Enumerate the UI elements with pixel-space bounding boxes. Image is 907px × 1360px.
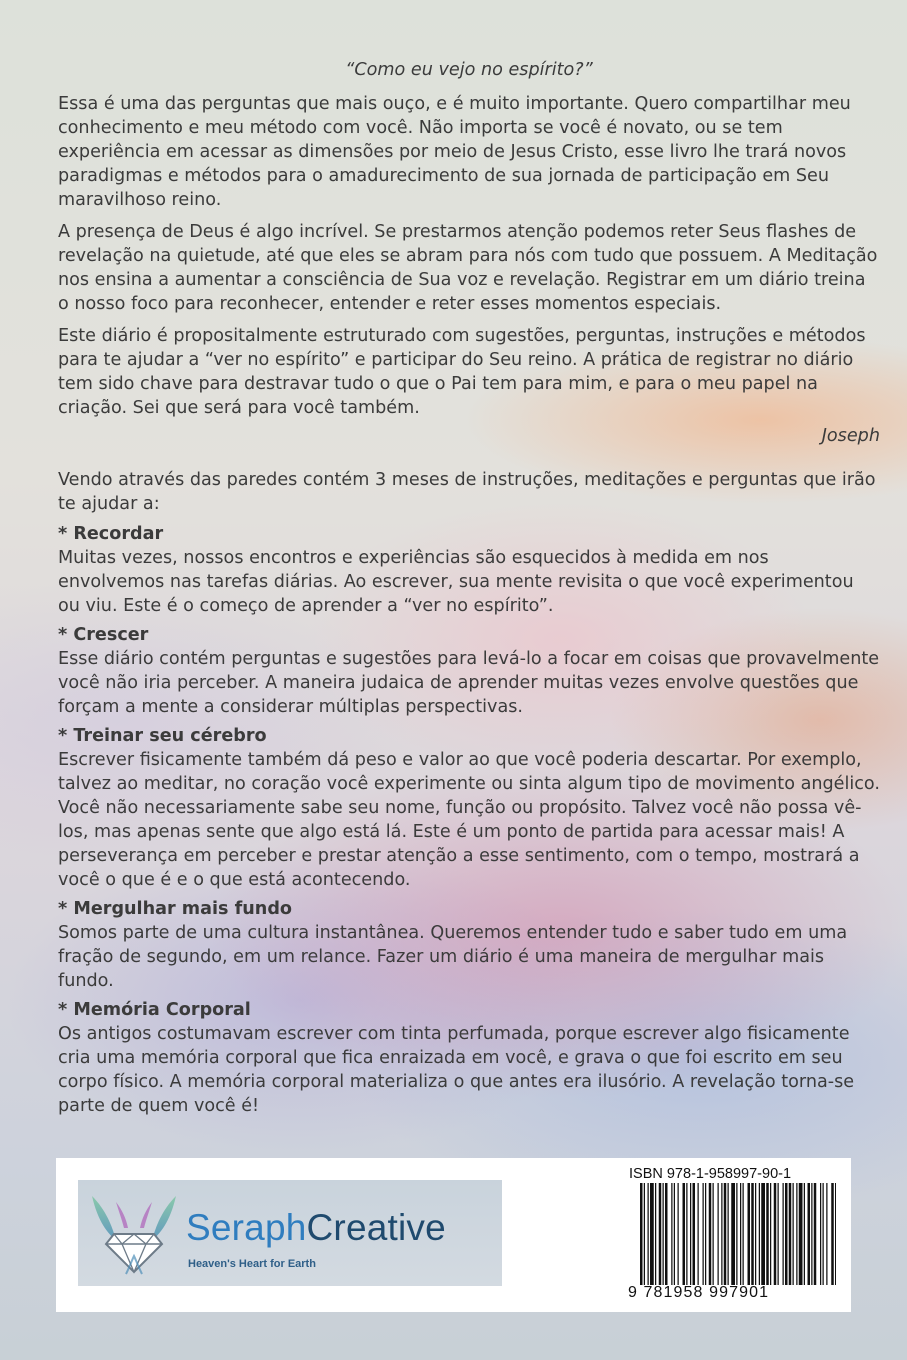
barcode-bar [831,1183,834,1285]
benefit-body: Esse diário contém perguntas e sugestões para levá-lo a focar em coisas que provavelmente você não iria perceber. A maneira judaica de aprender muitas vezes envolve questões que forçam a mente a considerar múltiplas perspectivas. [58,649,880,717]
benefit-section [58,897,880,993]
benefit-body: Somos parte de uma cultura instantânea. Queremos entender tudo e saber tudo em uma fração de segundo, em um relance. Fazer um diário é uma maneira de mergulhar mais fundo. [58,923,848,991]
barcode-bar [823,1183,824,1285]
intro-paragraph: A presença de Deus é algo incrível. Se prestarmos atenção podemos reter Seus flashes de revelação na quietude, até que eles se abram para nós com tudo que possuem. A Meditação nos ensina a aumentar a consciência de Sua voz e revelação. Registrar em um diário treina o nosso foco para reconhecer, entender e reter esses momentos especiais. [58,222,878,314]
barcode-bar [748,1183,751,1285]
benefit-section [58,522,880,618]
barcode-bar [721,1183,722,1285]
barcode-bar [686,1183,687,1285]
barcode-bar [663,1183,664,1285]
barcode-bar [650,1183,654,1285]
barcode-bar [785,1183,788,1285]
publisher-name-part1: Seraph [186,1207,307,1248]
publisher-name [186,1208,446,1248]
barcode-bar [804,1183,805,1285]
barcode-bar [659,1183,662,1285]
barcode-bar [789,1183,792,1285]
barcode-bar [793,1183,794,1285]
benefit-heading: * Mergulhar mais fundo [58,899,293,919]
benefit-body: Escrever fisicamente também dá peso e valor ao que você poderia descartar. Por exemplo, talvez ao meditar, no coração você experimente ou sinta algum tipo de movimento angélico. Você não necessariamente sabe seu nome, função ou propósito. Talvez você não possa vê-los, mas apenas sente que algo está lá. Este é um ponto de partida para acessar mais! A perseverança em perceber e prestar atenção a esse sentimento, com o tempo, mostrará a você o que é e o que está acontecendo. [58,750,880,890]
barcode-bar [644,1183,645,1285]
barcode-bar [698,1183,699,1285]
angel-diamond-logo-icon [86,1188,182,1280]
barcode-bar [751,1183,754,1285]
barcode-bar [718,1183,719,1285]
barcode-bar [671,1183,672,1285]
benefit-section [58,623,880,719]
barcode-bar [759,1183,760,1285]
barcode-bar [740,1183,741,1285]
barcode-digits: 9 781958 997901 [628,1284,770,1301]
author-signature: Joseph [821,426,880,446]
benefit-body: Muitas vezes, nossos encontros e experiências são esquecidos à medida em nos envolvemos nas tarefas diárias. Ao escrever, sua mente revisita o que você experimentou ou viu. Este é o começo de aprender a “ver no espírito”. [58,548,854,616]
barcode-bar [640,1183,643,1285]
barcode-bar [814,1183,817,1285]
publisher-tagline: Heaven's Heart for Earth [188,1258,316,1270]
barcode-bar [761,1183,765,1285]
barcode-bar [690,1183,691,1285]
barcode-bar [683,1183,686,1285]
barcode-bar [655,1183,656,1285]
barcode-bar [799,1183,803,1285]
intro-paragraph: Este diário é propositalmente estruturado com sugestões, perguntas, instruções e métodos para te ajudar a “ver no espírito” e participar do Seu reino. A prática de registrar no diário tem sido chave para destravar tudo o que o Pai tem para mim, e para o meu papel na criação. Sei que será para você também. [58,326,866,418]
publisher-name-part2: Creative [306,1207,446,1248]
benefit-heading: * Crescer [58,625,149,645]
barcode-bar [766,1183,769,1285]
benefit-heading: * Memória Corporal [58,1000,251,1020]
benefit-section [58,998,880,1118]
barcode-bar [770,1183,771,1285]
barcode-bar [674,1183,675,1285]
footer-panel [56,1158,851,1312]
barcode-bar [796,1183,797,1285]
barcode-bar [678,1183,679,1285]
benefit-body: Os antigos costumavam escrever com tinta perfumada, porque escrever algo fisicamente cria uma memória corporal que fica enraizada em você, e grava o que foi escrito em seu corpo físico. A memória corporal materializa o que antes era ilusório. A revelação torna-se parte de quem você é! [58,1024,855,1116]
barcode-bar [835,1183,836,1285]
barcode-bar [724,1183,727,1285]
barcode-bar [728,1183,729,1285]
barcode-bar [709,1183,712,1285]
barcode-icon [640,1183,836,1285]
cover-quote: “Como eu vejo no espírito?” [345,60,593,80]
benefit-section [58,724,880,892]
barcode-bar [703,1183,704,1285]
benefit-heading: * Treinar seu cérebro [58,726,267,746]
barcode-bar [808,1183,811,1285]
barcode-bar [826,1183,827,1285]
barcode-bar [820,1183,821,1285]
publisher-logo [78,1180,502,1286]
barcode-bar [743,1183,744,1285]
barcode-bar [778,1183,779,1285]
barcode-bar [755,1183,756,1285]
barcode-bar [648,1183,649,1285]
barcode-bar [731,1183,735,1285]
barcode-bar [705,1183,706,1285]
barcode-bar [811,1183,812,1285]
lead-paragraph: Vendo através das paredes contém 3 meses de instruções, meditações e perguntas que irão te ajudar a: [58,470,876,514]
barcode-bar [665,1183,668,1285]
benefit-heading: * Recordar [58,524,164,544]
barcode-bar [774,1183,777,1285]
barcode-bar [713,1183,714,1285]
intro [58,92,880,420]
back-cover-text [58,58,880,1123]
barcode-bar [693,1183,696,1285]
barcode-bar [783,1183,784,1285]
intro-paragraph: Essa é uma das perguntas que mais ouço, e é muito importante. Quero compartilhar meu conhecimento e meu método com você. Não importa se você é novato, ou se tem experiência em acessar as dimensões por meio de Jesus Cristo, esse livro lhe trará novos paradigmas e métodos para o amadurecimento de sua jornada de participação em Seu maravilhoso reino. [58,94,851,210]
barcode-bar [736,1183,737,1285]
isbn-label: ISBN 978-1-958997-90-1 [629,1166,792,1182]
